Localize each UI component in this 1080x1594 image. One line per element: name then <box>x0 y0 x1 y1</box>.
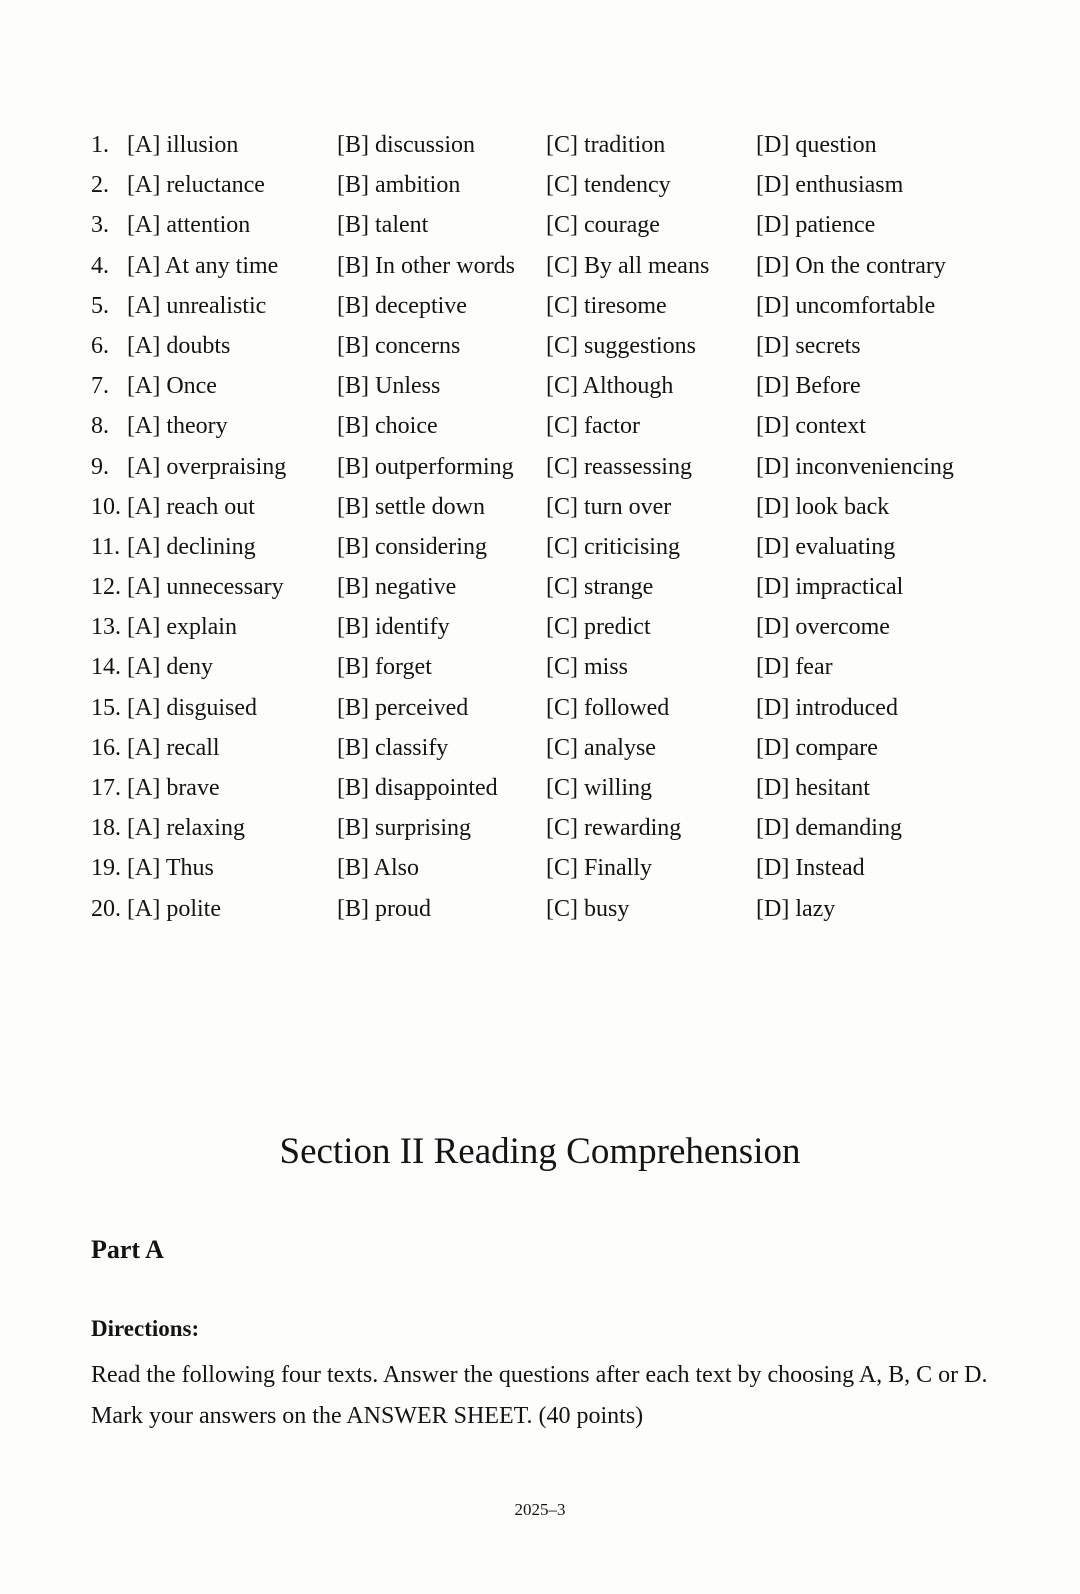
option-d: [D] Instead <box>756 855 865 882</box>
question-number: 1. <box>91 132 109 158</box>
question-number: 9. <box>91 453 109 480</box>
option-a: [A] recall <box>127 734 220 761</box>
option-d: [D] enthusiasm <box>756 172 904 199</box>
question-number: 12. <box>91 574 121 601</box>
option-d: [D] introduced <box>756 694 898 721</box>
option-row-20 <box>91 894 991 934</box>
part-title: Part A <box>91 1235 164 1264</box>
option-c: [C] rewarding <box>546 815 682 842</box>
option-a: [A] Thus <box>127 855 214 882</box>
option-b: [B] considering <box>337 533 487 560</box>
option-c: [C] Although <box>546 373 674 400</box>
question-number: 6. <box>91 332 109 359</box>
option-c: [C] busy <box>546 895 630 922</box>
question-number: 13. <box>91 614 121 641</box>
option-row-5 <box>91 291 991 331</box>
option-d: [D] hesitant <box>756 775 870 801</box>
question-number: 14. <box>91 654 121 681</box>
option-b: [B] disappointed <box>337 775 498 801</box>
question-number: 3. <box>91 212 109 239</box>
option-d: [D] fear <box>756 654 833 681</box>
option-row-6 <box>91 331 991 371</box>
option-row-4 <box>91 251 991 291</box>
option-a: [A] unnecessary <box>127 574 284 601</box>
option-b: [B] ambition <box>337 172 461 199</box>
option-d: [D] evaluating <box>756 533 896 560</box>
option-d: [D] inconveniencing <box>756 453 954 480</box>
option-d: [D] impractical <box>756 574 904 601</box>
option-a: [A] illusion <box>127 132 239 158</box>
option-a: [A] brave <box>127 775 220 801</box>
question-number: 7. <box>91 373 109 400</box>
option-a: [A] reluctance <box>127 172 265 199</box>
option-row-1 <box>91 130 991 170</box>
option-d: [D] secrets <box>756 332 861 359</box>
option-a: [A] unrealistic <box>127 292 267 319</box>
option-row-18 <box>91 813 991 853</box>
page-number: 2025–3 <box>514 1500 566 1519</box>
option-a: [A] theory <box>127 413 228 440</box>
option-a: [A] polite <box>127 895 221 922</box>
option-b: [B] settle down <box>337 493 485 520</box>
option-c: [C] followed <box>546 694 670 721</box>
question-number: 19. <box>91 855 121 882</box>
option-b: [B] discussion <box>337 132 475 158</box>
option-d: [D] overcome <box>756 614 890 641</box>
option-d: [D] On the contrary <box>756 252 946 279</box>
option-d: [D] look back <box>756 493 890 520</box>
option-c: [C] tendency <box>546 172 671 199</box>
section-title: Section II Reading Comprehension <box>279 1131 801 1172</box>
option-c: [C] Finally <box>546 855 652 882</box>
option-row-10 <box>91 492 991 532</box>
option-a: [A] disguised <box>127 694 257 721</box>
option-c: [C] turn over <box>546 493 672 520</box>
option-a: [A] Once <box>127 373 217 400</box>
option-a: [A] declining <box>127 533 256 560</box>
options-list <box>91 130 991 934</box>
directions-text: Read the following four texts. Answer the questions after each text by choosing A, B, C or D. Mark your answers on the ANSWER SHEET. (40 points) <box>91 1362 988 1429</box>
option-a: [A] deny <box>127 654 213 681</box>
option-b: [B] deceptive <box>337 292 467 319</box>
option-a: [A] doubts <box>127 332 231 359</box>
option-c: [C] reassessing <box>546 453 692 480</box>
option-c: [C] miss <box>546 654 629 681</box>
option-row-13 <box>91 612 991 652</box>
option-row-11 <box>91 532 991 572</box>
option-b: [B] concerns <box>337 332 461 359</box>
option-c: [C] suggestions <box>546 332 696 359</box>
option-row-7 <box>91 371 991 411</box>
option-c: [C] analyse <box>546 734 656 761</box>
option-row-19 <box>91 853 991 893</box>
option-b: [B] outperforming <box>337 453 514 480</box>
option-row-16 <box>91 733 991 773</box>
option-row-3 <box>91 210 991 250</box>
question-number: 11. <box>91 533 121 560</box>
option-c: [C] predict <box>546 614 651 641</box>
question-number: 17. <box>91 775 121 801</box>
question-number: 2. <box>91 172 109 199</box>
question-number: 18. <box>91 815 121 842</box>
option-b: [B] surprising <box>337 815 471 842</box>
option-c: [C] willing <box>546 775 652 801</box>
option-row-2 <box>91 170 991 210</box>
option-row-8 <box>91 411 991 451</box>
option-d: [D] lazy <box>756 895 836 922</box>
option-b: [B] negative <box>337 574 457 601</box>
option-row-15 <box>91 693 991 733</box>
option-c: [C] factor <box>546 413 640 440</box>
question-number: 4. <box>91 252 109 279</box>
option-b: [B] talent <box>337 212 429 239</box>
option-row-12 <box>91 572 991 612</box>
option-b: [B] forget <box>337 654 432 681</box>
option-b: [B] proud <box>337 895 431 922</box>
option-c: [C] tradition <box>546 132 666 158</box>
option-b: [B] choice <box>337 413 438 440</box>
question-number: 10. <box>91 493 121 520</box>
question-number: 15. <box>91 694 121 721</box>
option-row-17 <box>91 773 991 813</box>
option-c: [C] tiresome <box>546 292 667 319</box>
option-d: [D] patience <box>756 212 876 239</box>
option-a: [A] reach out <box>127 493 255 520</box>
option-row-14 <box>91 652 991 692</box>
question-number: 8. <box>91 413 109 440</box>
option-d: [D] uncomfortable <box>756 292 936 319</box>
option-c: [C] strange <box>546 574 654 601</box>
question-number: 5. <box>91 292 109 319</box>
option-b: [B] identify <box>337 614 450 641</box>
option-a: [A] relaxing <box>127 815 245 842</box>
option-a: [A] attention <box>127 212 251 239</box>
option-c: [C] By all means <box>546 252 710 279</box>
option-b: [B] Unless <box>337 373 441 400</box>
option-a: [A] overpraising <box>127 453 287 480</box>
directions-heading: Directions: <box>91 1316 200 1341</box>
question-number: 16. <box>91 734 121 761</box>
option-d: [D] question <box>756 132 877 158</box>
question-number: 20. <box>91 895 121 922</box>
option-d: [D] demanding <box>756 815 902 842</box>
option-d: [D] context <box>756 413 866 440</box>
option-b: [B] perceived <box>337 694 469 721</box>
option-d: [D] compare <box>756 734 878 761</box>
option-c: [C] courage <box>546 212 660 239</box>
option-b: [B] classify <box>337 734 449 761</box>
option-c: [C] criticising <box>546 533 680 560</box>
option-d: [D] Before <box>756 373 861 400</box>
option-a: [A] At any time <box>127 252 279 279</box>
option-row-9 <box>91 452 991 492</box>
option-b: [B] In other words <box>337 252 515 279</box>
option-b: [B] Also <box>337 855 420 882</box>
option-a: [A] explain <box>127 614 237 641</box>
